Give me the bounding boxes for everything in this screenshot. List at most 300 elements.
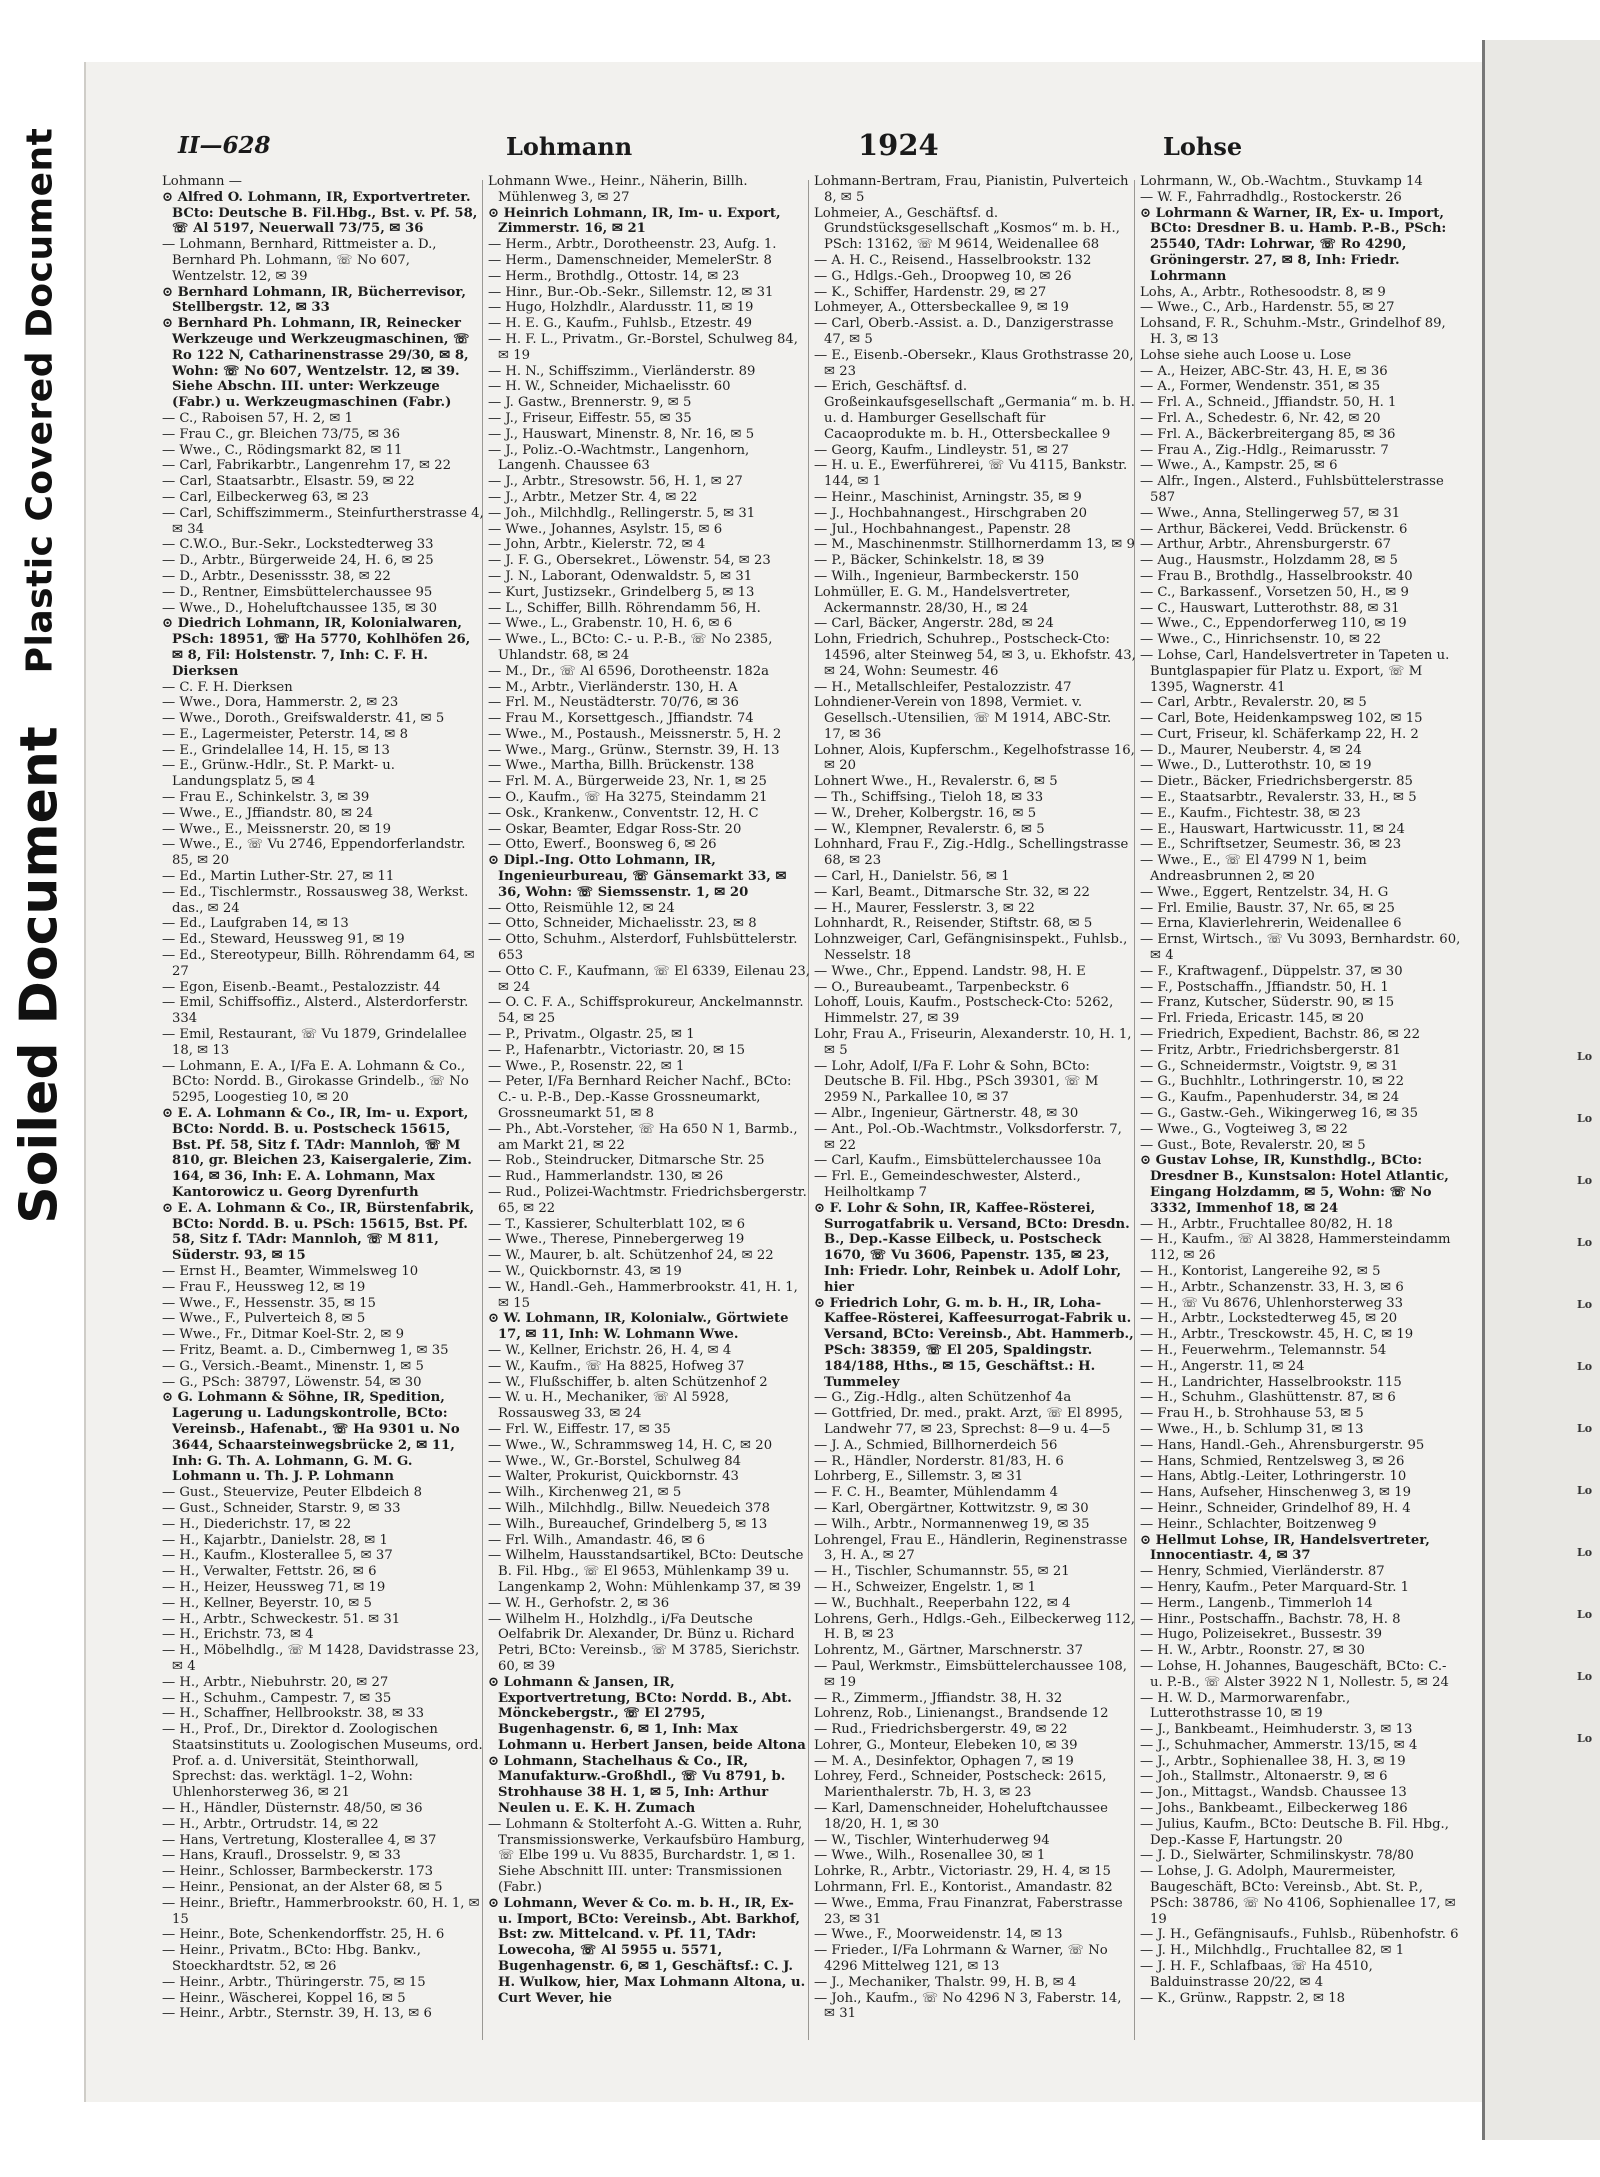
directory-entry: — H., Arbtr., Fruchtallee 80/82, H. 18 [1140,1216,1393,1232]
directory-entry: — H., Schuhm., Glashüttenstr. 87, ✉ 6 [1140,1390,1396,1406]
directory-entry: Lohrens, Gerh., Hdlgs.-Geh., Eilbeckerweg 112, H. B, ✉ 23 [814,1611,1135,1643]
directory-entry: — Frau C., gr. Bleichen 73/75, ✉ 36 [162,426,400,442]
directory-entry: — Wilh., Kirchenweg 21, ✉ 5 [488,1485,682,1501]
directory-entry: — Peter, I/Fa Bernhard Reicher Nachf., BCto: C.- u. P.-B., Dep.-Kasse Grossneumarkt, Grossneumarkt 51, ✉ 8 [488,1074,792,1122]
directory-entry: Lohr, Frau A., Friseurin, Alexanderstr. 10, H. 1, ✉ 5 [814,1027,1132,1058]
directory-entry: — J. H., Gefängnisaufs., Fuhlsb., Rübenhofstr. 6 [1140,1927,1459,1943]
directory-entry: ⊙ Dipl.-Ing. Otto Lohmann, IR, Ingenieurbureau, ☏ Gänsemarkt 33, ✉ 36, Wohn: ☏ Siemssenstr. 1, ✉ 20 [488,853,787,900]
directory-entry: Lohrmann, Frl. E., Kontorist., Amandastr. 82 [814,1880,1113,1896]
directory-entry: — H. F. L., Privatm., Gr.-Borstel, Schulweg 84, ✉ 19 [488,331,798,363]
directory-entry: — Heinr., Privatm., BCto: Hbg. Bankv., Stoeckhardtstr. 52, ✉ 26 [162,1943,421,1975]
directory-entry: — G., Versich.-Beamt., Minenstr. 1, ✉ 5 [162,1358,424,1374]
directory-entry: — M. A., Desinfektor, Ophagen 7, ✉ 19 [814,1753,1074,1769]
directory-entry: — Hans, Handl.-Geh., Ahrensburgerstr. 95 [1140,1437,1425,1453]
directory-entry: — H., Tischler, Schumannstr. 55, ✉ 21 [814,1564,1070,1580]
directory-entry: — Frl. W., Eiffestr. 17, ✉ 35 [488,1421,671,1437]
directory-entry: — W. u. H., Mechaniker, ☏ Al 5928, Rossausweg 33, ✉ 24 [488,1390,730,1422]
directory-entry: — W., Maurer, b. alt. Schützenhof 24, ✉ 22 [488,1248,774,1264]
directory-entry: — Gust., Steuervize, Peuter Elbdeich 8 [162,1485,422,1501]
directory-entry: — H., Arbtr., Schanzenstr. 33, H. 3, ✉ 6 [1140,1279,1404,1295]
directory-entry: Lohnhardt, R., Reisender, Stiftstr. 68, ✉ 5 [814,916,1093,932]
directory-entry: — P., Privatm., Olgastr. 25, ✉ 1 [488,1027,695,1043]
directory-entry: — Ed., Martin Luther-Str. 27, ✉ 11 [162,869,395,885]
directory-entry: — Carl, H., Danielstr. 56, ✉ 1 [814,869,1010,885]
directory-entry: Lohn, Friedrich, Schuhrep., Postscheck-Cto: 14596, alter Steinweg 54, ✉ 3, u. Ekhofstr. 43, ✉ 24, Wohn: Seumestr. 46 [814,632,1136,679]
facing-page-fragment: Lo [1577,1670,1593,1683]
directory-entry: — H., Angerstr. 11, ✉ 24 [1140,1358,1305,1374]
directory-entry: — Wwe., F., Hessenstr. 35, ✉ 15 [162,1295,376,1311]
directory-entry: — Hans, Aufseher, Hinschenweg 3, ✉ 19 [1140,1485,1412,1501]
directory-entry: — Frl. A., Bäckerbreitergang 85, ✉ 36 [1140,426,1396,442]
directory-entry: — Ed., Steward, Heussweg 91, ✉ 19 [162,932,405,948]
directory-entry: — H., Kellner, Beyerstr. 10, ✉ 5 [162,1595,372,1611]
facing-page-fragment: Lo [1577,1174,1593,1187]
directory-entry: — Frl. E., Gemeindeschwester, Alsterd., Heilholtkamp 7 [814,1169,1081,1200]
directory-entry: — Rob., Steindrucker, Ditmarsche Str. 25 [488,1153,765,1169]
directory-entry: — Heinr., Arbtr., Sternstr. 39, H. 13, ✉ 6 [162,2006,432,2022]
directory-column-1 [162,174,484,2054]
directory-entry: — H., Kaufm., ☏ Al 3828, Hammersteindamm 112, ✉ 26 [1140,1232,1451,1264]
directory-entry: ⊙ Heinrich Lohmann, IR, Im- u. Export, Zimmerstr. 16, ✉ 21 [488,205,781,237]
facing-page-fragment: Lo [1577,1236,1593,1249]
directory-entry: — Alfr., Ingen., Alsterd., Fuhlsbüttelerstrasse 587 [1140,474,1444,505]
directory-entry: — Kurt, Justizsekr., Grindelberg 5, ✉ 13 [488,584,755,600]
directory-entry: — H., Metallschleifer, Pestalozzistr. 47 [814,679,1072,695]
facing-page-fragment: Lo [1577,1484,1593,1497]
directory-entry: — C.W.O., Bur.-Sekr., Lockstedterweg 33 [162,537,434,553]
directory-entry: — H., Möbelhdlg., ☏ M 1428, Davidstrasse 23, ✉ 4 [162,1643,480,1674]
directory-entry: Lohnhard, Frau F., Zig.-Hdlg., Schellingstrasse 68, ✉ 23 [814,837,1129,869]
directory-entry: ⊙ Lohmann, Wever & Co. m. b. H., IR, Ex- u. Import, BCto: Vereinsb., Abt. Barkhof, Bst: zw. Mittelcand. v. Pf. 11, TAdr: Lowecoha, ☏ Al 5955 u. 5571, Bugenhagenstr. 6, ✉ 1, Geschäftsf.: C. J. H. Wulkow, hier, Max Lohmann Altona, u. Curt Wever, hie [488,1895,806,2006]
facing-page-fragment: Lo [1577,1546,1593,1559]
directory-entry: — Otto, Ewerf., Boonsweg 6, ✉ 26 [488,837,717,853]
directory-entry: — Carl, Eilbeckerweg 63, ✉ 23 [162,489,369,505]
directory-entry: — Heinr., Bote, Schenkendorffstr. 25, H. 6 [162,1927,445,1943]
directory-entry: — Carl, Oberb.-Assist. a. D., Danzigerstrasse 47, ✉ 5 [814,316,1114,347]
directory-entry: — J., Hauswart, Minenstr. 8, Nr. 16, ✉ 5 [488,426,755,442]
directory-entry: Lohrentz, M., Gärtner, Marschnerstr. 37 [814,1643,1084,1659]
directory-entry: Lohner, Alois, Kupferschm., Kegelhofstrasse 16, ✉ 20 [814,742,1135,774]
directory-entry: — H. W., Schneider, Michaelisstr. 60 [488,379,731,395]
directory-entry: — J., Poliz.-O.-Wachtmstr., Langenhorn, Langenh. Chaussee 63 [488,442,750,474]
directory-entry: — H., Arbtr., Schweckestr. 51. ✉ 31 [162,1611,401,1627]
directory-entry: Lohmann-Bertram, Frau, Pianistin, Pulverteich 8, ✉ 5 [814,174,1129,205]
directory-entry: — O., Bureaubeamt., Tarpenbeckstr. 6 [814,979,1070,995]
directory-entry: — W., Kaufm., ☏ Ha 8825, Hofweg 37 [488,1358,745,1374]
directory-entry: — Lohmann & Stolterfoht A.-G. Witten a. Ruhr, Transmissionswerke, Verkaufsbüro Hamburg, ☏ Elbe 199 u. Vu 8835, Burchardstr. 1, ✉ 1. Siehe Abschnitt III. unter: Transmissionen (Fabr.) [488,1816,806,1896]
directory-entry: — Wwe., H., b. Schlump 31, ✉ 13 [1140,1421,1364,1437]
directory-entry: — Wilh., Bureauchef, Grindelberg 5, ✉ 13 [488,1516,768,1532]
soiled-document-stamp [4,715,76,1235]
directory-entry: — L., Schiffer, Billh. Röhrendamm 56, H. [488,600,761,616]
directory-entry: — Karl, Beamt., Ditmarsche Str. 32, ✉ 22 [814,884,1090,900]
directory-entry: — H., Maurer, Fesslerstr. 3, ✉ 22 [814,900,1035,916]
directory-entry: — J. D., Sielwärter, Schmilinskystr. 78/80 [1140,1848,1414,1864]
directory-entry: — Fritz, Beamt. a. D., Cimbernweg 1, ✉ 35 [162,1342,449,1358]
directory-entry: — J., Bankbeamt., Heimhuderstr. 3, ✉ 13 [1140,1722,1413,1738]
directory-entry: — E., Staatsarbtr., Revalerstr. 33, H., ✉ 5 [1140,790,1417,806]
directory-entry: — Paul, Werkmstr., Eimsbüttelerchaussee 108, ✉ 19 [814,1658,1127,1690]
directory-entry: — Carl, Fabrikarbtr., Langenrehm 17, ✉ 22 [162,458,451,474]
directory-entry: — Wwe., F., Moorweidenstr. 14, ✉ 13 [814,1927,1063,1943]
directory-entry: — Frl. Wilh., Amandastr. 46, ✉ 6 [488,1532,706,1548]
directory-entry: — P., Bäcker, Schinkelstr. 18, ✉ 39 [814,553,1045,569]
directory-entry: — Joh., Milchhdlg., Rellingerstr. 5, ✉ 31 [488,505,756,521]
directory-entry: — E., Kaufm., Fichtestr. 38, ✉ 23 [1140,805,1361,821]
directory-entry: — Gust., Schneider, Starstr. 9, ✉ 33 [162,1500,401,1516]
directory-entry: — Herm., Arbtr., Dorotheenstr. 23, Aufg. 1. [488,237,777,253]
directory-entry: — Carl, Bäcker, Angerstr. 28d, ✉ 24 [814,616,1054,632]
directory-entry: — Frau E., Schinkelstr. 3, ✉ 39 [162,790,370,806]
directory-entry: Lohmeier, A., Geschäftsf. d. Grundstücksgesellschaft „Kosmos“ m. b. H., PSch: 13162, ☏ M 9614, Weidenallee 68 [814,205,1120,253]
directory-entry: — Carl, Arbtr., Revalerstr. 20, ✉ 5 [1140,695,1367,711]
right-catchword: Lohse [1163,132,1243,161]
directory-entry: — W., Buchhalt., Reeperbahn 122, ✉ 4 [814,1595,1071,1611]
directory-entry: — W. F., Fahrradhdlg., Rostockerstr. 26 [1140,189,1402,205]
directory-entry: — H., Schaffner, Hellbrookstr. 38, ✉ 33 [162,1706,424,1722]
directory-entry: Lohrengel, Frau E., Händlerin, Reginenstrasse 3, H. A., ✉ 27 [814,1532,1128,1564]
directory-entry: — Ph., Abt.-Vorsteher, ☏ Ha 650 N 1, Barmb., am Markt 21, ✉ 22 [488,1121,798,1153]
directory-entry: — Jon., Mittagst., Wandsb. Chaussee 13 [1140,1785,1407,1801]
directory-entry: — C., Raboisen 57, H. 2, ✉ 1 [162,410,353,426]
directory-entry: — Wwe., E., Meissnerstr. 20, ✉ 19 [162,821,391,837]
directory-entry: — Wwe., F., Pulverteich 8, ✉ 5 [162,1311,366,1327]
directory-entry: — J. F. G., Obersekret., Löwenstr. 54, ✉ 23 [488,553,771,569]
directory-entry: — Frau B., Brothdlg., Hasselbrookstr. 40 [1140,568,1413,584]
directory-entry: — H., Arbtr., Tresckowstr. 45, H. C, ✉ 19 [1140,1327,1414,1343]
directory-entry: — Frau A., Zig.-Hdlg., Reimarusstr. 7 [1140,442,1389,458]
directory-entry: Lohrenz, Rob., Linienangst., Brandsende 12 [814,1706,1109,1722]
facing-page-fragment: Lo [1577,1732,1593,1745]
directory-entry: Lohmüller, E. G. M., Handelsvertreter, Ackermannstr. 28/30, H., ✉ 24 [814,584,1071,616]
directory-entry: — Frl. M. A., Bürgerweide 23, Nr. 1, ✉ 25 [488,774,767,790]
directory-entry: — Emil, Schiffsoffiz., Alsterd., Alsterdorferstr. 334 [162,995,469,1027]
directory-entry: — C. F. H. Dierksen [162,679,293,695]
directory-entry: Lohmann — [162,174,242,189]
directory-entry: — Hugo, Polizeisekret., Bussestr. 39 [1140,1627,1382,1643]
directory-entry: — Heinr., Wäscherei, Koppel 16, ✉ 5 [162,1990,406,2006]
directory-entry: Lohmann Wwe., Heinr., Näherin, Billh. Mühlenweg 3, ✉ 27 [488,174,748,205]
directory-entry: — H., Prof., Dr., Direktor d. Zoologischen Staatsinstituts u. Zoologischen Museums, ord. Prof. a. d. Universität, Steinthorwall, Sprechst: das. werktägl. 1–2, Wohn: Uhlenhorsterweg 36, ✉ 21 [162,1722,483,1801]
directory-entry: — Rud., Friedrichsbergerstr. 49, ✉ 22 [814,1722,1068,1738]
directory-entry: — Heinr., Brieftr., Hammerbrookstr. 60, H. 1, ✉ 15 [162,1895,480,1927]
directory-entry: — Arthur, Arbtr., Ahrensburgerstr. 67 [1140,537,1391,553]
directory-entry: — H., Diederichstr. 17, ✉ 22 [162,1516,352,1532]
directory-entry: — J., Arbtr., Sophienallee 38, H. 3, ✉ 19 [1140,1753,1406,1769]
directory-entry: — Wilh., Arbtr., Normannenweg 19, ✉ 35 [814,1516,1090,1532]
adjacent-page-edge [1482,40,1600,2140]
directory-entry: — H., Kaufm., Klosterallee 5, ✉ 37 [162,1548,393,1564]
directory-entry: — Lohmann, Bernhard, Rittmeister a. D., Bernhard Ph. Lohmann, ☏ No 607, Wentzelstr. 12, ✉ 39 [162,237,437,284]
directory-entry: — Wwe., Fr., Ditmar Koel-Str. 2, ✉ 9 [162,1327,405,1343]
directory-entry: ⊙ Hellmut Lohse, IR, Handelsvertreter, Innocentiastr. 4, ✉ 37 [1140,1532,1430,1564]
directory-entry: — W., Flußschiffer, b. alten Schützenhof 2 [488,1374,768,1390]
directory-entry: — Franz, Kutscher, Süderstr. 90, ✉ 15 [1140,995,1395,1011]
directory-entry: — M., Dr., ☏ Al 6596, Dorotheenstr. 182a [488,663,770,679]
directory-entry: — Curt, Friseur, kl. Schäferkamp 22, H. 2 [1140,726,1419,742]
directory-column-4 [1140,174,1462,2054]
directory-entry: — E., Grindelallee 14, H. 15, ✉ 13 [162,742,390,758]
directory-entry: — Erich, Geschäftsf. d. Großeinkaufsgesellschaft „Germania“ m. b. H. u. d. Hamburger Gesellschaft für Cacaoprodukte m. b. H., Ottersbeckallee 9 [814,379,1135,442]
directory-entry: Lohrer, G., Monteur, Elebeken 10, ✉ 39 [814,1737,1078,1753]
directory-entry: — Julius, Kaufm., BCto: Deutsche B. Fil. Hbg., Dep.-Kasse F, Hartungstr. 20 [1140,1816,1449,1848]
directory-entry: — R., Händler, Norderstr. 81/83, H. 6 [814,1453,1064,1469]
directory-entry: — J., Mechaniker, Thalstr. 99, H. B, ✉ 4 [814,1974,1077,1990]
directory-entry: — Wilhelm H., Holzhdlg., i/Fa Deutsche Oelfabrik Dr. Alexander, Dr. Bünz u. Richard Petri, BCto: Vereinsb., ☏ M 3785, Sierichstr. 60, ✉ 39 [488,1611,800,1674]
directory-entry: — H. W., Arbtr., Roonstr. 27, ✉ 30 [1140,1643,1365,1659]
directory-entry: — Hans, Vertretung, Klosterallee 4, ✉ 37 [162,1832,437,1848]
directory-entry: — Carl, Schiffszimmerm., Steinfurtherstrasse 4, ✉ 34 [162,505,484,537]
directory-entry: — G., Hdlgs.-Geh., Droopweg 10, ✉ 26 [814,268,1072,284]
directory-entry: — Carl, Kaufm., Eimsbüttelerchaussee 10a [814,1153,1102,1169]
directory-entry: — Wwe., W., Gr.-Borstel, Schulweg 84 [488,1453,741,1469]
directory-entry: — Frl. A., Schneid., Jffiandstr. 50, H. 1 [1140,395,1397,411]
directory-entry: — Johs., Bankbeamt., Eilbeckerweg 186 [1140,1801,1408,1817]
directory-entry: — Wwe., C., Rödingsmarkt 82, ✉ 11 [162,442,403,458]
directory-entry: — Carl, Bote, Heidenkampsweg 102, ✉ 15 [1140,711,1423,727]
directory-entry: — G., Kaufm., Papenhuderstr. 34, ✉ 24 [1140,1090,1400,1106]
directory-entry: — Wwe., Therese, Pinnebergerweg 19 [488,1232,745,1248]
left-catchword: Lohmann [506,132,633,161]
soiled-document-label: Soiled Document [10,726,71,1224]
directory-entry: — Wwe., W., Schrammsweg 14, H. C, ✉ 20 [488,1437,773,1453]
plastic-covered-stamp [4,120,76,680]
directory-entry: ⊙ Lohrmann & Warner, IR, Ex- u. Import, BCto: Dresdner B. u. Hamb. P.-B., PSch: 25540, TAdr: Lohrwar, ☏ Ro 4290, Gröningerstr. 27, ✉ 8, Inh: Friedr. Lohrmann [1140,205,1447,284]
directory-entry: Lohrey, Ferd., Schneider, Postscheck: 2615, Marienthalerstr. 7b, H. 3, ✉ 23 [814,1769,1107,1801]
directory-entry: — Albr., Ingenieur, Gärtnerstr. 48, ✉ 30 [814,1106,1079,1122]
directory-entry: — Hinr., Bur.-Ob.-Sekr., Sillemstr. 12, ✉ 31 [488,284,774,300]
directory-entry: ⊙ Friedrich Lohr, G. m. b. H., IR, Loha-Kaffee-Rösterei, Kaffeesurrogat-Fabrik u. Versand, BCto: Vereinsb., Abt. Hammerb., PSch: 38359, ☏ El 205, Spaldingstr. 184/188, Hths., ✉ 15, Geschäftst.: H. Tummeley [814,1295,1134,1390]
directory-entry: ⊙ Gustav Lohse, IR, Kunsthdlg., BCto: Dresdner B., Kunstsalon: Hotel Atlantic, Eingang Holzdamm, ✉ 5, Wohn: ☏ No 3332, Immenhof 18, ✉ 24 [1140,1153,1449,1216]
directory-entry: — A., Former, Wendenstr. 351, ✉ 35 [1140,379,1381,395]
directory-entry: — Wilh., Milchhdlg., Billw. Neuedeich 378 [488,1500,770,1516]
directory-entry: — K., Schiffer, Hardenstr. 29, ✉ 27 [814,284,1047,300]
directory-entry: — J., Friseur, Eiffestr. 55, ✉ 35 [488,410,692,426]
directory-entry: — Ernst, Wirtsch., ☏ Vu 3093, Bernhardstr. 60, ✉ 4 [1140,932,1461,964]
directory-entry: — D., Arbtr., Desenissstr. 38, ✉ 22 [162,568,391,584]
directory-entry: — G., PSch: 38797, Löwenstr. 54, ✉ 30 [162,1374,422,1390]
directory-entry: — Wwe., L., BCto: C.- u. P.-B., ☏ No 2385, Uhlandstr. 68, ✉ 24 [488,632,773,663]
directory-entry: — Heinr., Pensionat, an der Alster 68, ✉ 5 [162,1880,443,1896]
directory-entry: — T., Kassierer, Schulterblatt 102, ✉ 6 [488,1216,745,1232]
directory-entry: Lohnzweiger, Carl, Gefängnisinspekt., Fuhlsb., Nesselstr. 18 [814,932,1128,964]
directory-entry: — C., Barkassenf., Vorsetzen 50, H., ✉ 9 [1140,584,1409,600]
directory-entry: — P., Hafenarbtr., Victoriastr. 20, ✉ 15 [488,1042,746,1058]
directory-entry: — Gust., Bote, Revalerstr. 20, ✉ 5 [1140,1137,1366,1153]
directory-entry: — H., Händler, Düsternstr. 48/50, ✉ 36 [162,1801,423,1817]
directory-entry: — Wwe., Dora, Hammerstr. 2, ✉ 23 [162,695,399,711]
directory-entry: — F., Kraftwagenf., Düppelstr. 37, ✉ 30 [1140,963,1403,979]
directory-entry: — Wwe., P., Rosenstr. 22, ✉ 1 [488,1058,685,1074]
directory-entry: — H. u. E., Ewerführerei, ☏ Vu 4115, Bankstr. 144, ✉ 1 [814,458,1128,490]
directory-entry: — Frl. M., Neustädterstr. 70/76, ✉ 36 [488,695,739,711]
directory-page [84,62,1482,2102]
directory-entry: — Th., Schiffsing., Tieloh 18, ✉ 33 [814,790,1044,806]
directory-entry: — Wwe., A., Kampstr. 25, ✉ 6 [1140,458,1338,474]
directory-entry: — Ed., Tischlermstr., Rossausweg 38, Werkst. das., ✉ 24 [162,884,469,916]
directory-entry: — G., Gastw.-Geh., Wikingerweg 16, ✉ 35 [1140,1106,1418,1122]
directory-entry: — H., Schuhm., Campestr. 7, ✉ 35 [162,1690,392,1706]
directory-entry: — E., Lagermeister, Peterstr. 14, ✉ 8 [162,726,408,742]
directory-entry: — J., Arbtr., Stresowstr. 56, H. 1, ✉ 27 [488,474,743,490]
facing-page-fragment: Lo [1577,1422,1593,1435]
directory-entry: — D., Rentner, Eimsbüttelerchaussee 95 [162,584,433,600]
directory-entry: — H., Arbtr., Ortrudstr. 14, ✉ 22 [162,1816,379,1832]
directory-entry: — Osk., Krankenw., Conventstr. 12, H. C [488,805,759,821]
directory-entry: — Wwe., Chr., Eppend. Landstr. 98, H. E [814,963,1086,979]
directory-entry: — Hans, Kraufl., Drosselstr. 9, ✉ 33 [162,1848,401,1864]
year-heading: 1924 [858,128,939,162]
directory-column-2 [488,174,810,2054]
directory-entry: — Karl, Obergärtner, Kottwitzstr. 9, ✉ 30 [814,1500,1089,1516]
facing-page-fragment: Lo [1577,1608,1593,1621]
directory-entry: Lohmeyer, A., Ottersbeckallee 9, ✉ 19 [814,300,1069,316]
directory-entry: — J., Arbtr., Metzer Str. 4, ✉ 22 [488,489,698,505]
directory-entry: — Lohse, J. G. Adolph, Maurermeister, Baugeschäft, BCto: Vereinsb., Abt. St. P., PSch: 38786, ☏ No 4106, Sophienallee 17, ✉ 19 [1140,1864,1456,1927]
directory-entry: — W., Handl.-Geh., Hammerbrookstr. 41, H. 1, ✉ 15 [488,1279,798,1311]
directory-entry: — A., Heizer, ABC-Str. 43, H. E, ✉ 36 [1140,363,1388,379]
directory-entry: ⊙ Lohmann, Stachelhaus & Co., IR, Manufakturw.-Großhdl., ☏ Vu 8791, b. Strohhause 38 H. 1, ✉ 5, Inh: Arthur Neulen u. E. K. H. Zumach [488,1753,786,1817]
directory-entry: — H., Kajarbtr., Danielstr. 28, ✉ 1 [162,1532,388,1548]
directory-entry: — Wwe., Doroth., Greifswalderstr. 41, ✉ 5 [162,711,445,727]
directory-entry: — Heinr., Schlachter, Boitzenweg 9 [1140,1516,1377,1532]
directory-entry: — Hugo, Holzhdlr., Alardusstr. 11, ✉ 19 [488,300,754,316]
directory-entry: — Ed., Stereotypeur, Billh. Röhrendamm 64, ✉ 27 [162,948,475,979]
directory-entry: — Ernst H., Beamter, Wimmelsweg 10 [162,1263,419,1279]
directory-entry: Lohnert Wwe., H., Revalerstr. 6, ✉ 5 [814,774,1058,790]
directory-entry: — Karl, Damenschneider, Hoheluftchaussee 18/20, H. 1, ✉ 30 [814,1801,1108,1832]
facing-page-fragment: Lo [1577,1050,1593,1063]
directory-entry: — K., Grünw., Rappstr. 2, ✉ 18 [1140,1990,1346,2006]
directory-entry: — H., Arbtr., Niebuhrstr. 20, ✉ 27 [162,1674,389,1690]
directory-entry: — W., Dreher, Kolbergstr. 16, ✉ 5 [814,805,1037,821]
directory-entry: ⊙ Bernhard Ph. Lohmann, IR, Reinecker Werkzeuge und Werkzeugmaschinen, ☏ Ro 122 N, Catharinenstrasse 29/30, ✉ 8, Wohn: ☏ No 607, Wentzelstr. 12, ✉ 39. Siehe Abschn. III. unter: Werkzeuge (Fabr.) u. Werkzeugmaschinen (Fabr.) [162,316,470,411]
directory-entry: — Fritz, Arbtr., Friedrichsbergerstr. 81 [1140,1042,1401,1058]
directory-entry: — John, Arbtr., Kielerstr. 72, ✉ 4 [488,537,706,553]
directory-entry: — Egon, Eisenb.-Beamt., Pestalozzistr. 44 [162,979,441,995]
directory-entry: — G., Buchhltr., Lothringerstr. 10, ✉ 22 [1140,1074,1405,1090]
page-header [178,122,1478,172]
directory-entry: — E., Schriftsetzer, Seumestr. 36, ✉ 23 [1140,837,1402,853]
directory-entry: — Wwe., L., Grabenstr. 10, H. 6, ✉ 6 [488,616,733,632]
directory-entry: — Wwe., Eggert, Rentzelstr. 34, H. G [1140,884,1389,900]
directory-entry: — Wwe., Emma, Frau Finanzrat, Faberstrasse 23, ✉ 31 [814,1895,1123,1927]
directory-entry: — W., Tischler, Winterhuderweg 94 [814,1832,1050,1848]
directory-entry: — H., Arbtr., Lockstedterweg 45, ✉ 20 [1140,1311,1398,1327]
facing-page-fragment: Lo [1577,1360,1593,1373]
directory-entry: — Frau F., Heussweg 12, ✉ 19 [162,1279,366,1295]
directory-entry: ⊙ Lohmann & Jansen, IR, Exportvertretung, BCto: Nordd. B., Abt. Mönckebergstr., ☏ El 2795, Bugenhagenstr. 6, ✉ 1, Inh: Max Lohmann u. Herbert Jansen, beide Altona [488,1674,806,1753]
directory-entry: — Dietr., Bäcker, Friedrichsbergerstr. 85 [1140,774,1413,790]
directory-entry: — J. H. F., Schlafbaas, ☏ Ha 4510, Balduinstrasse 20/22, ✉ 4 [1140,1959,1373,1990]
directory-entry: — Wwe., Anna, Stellingerweg 57, ✉ 31 [1140,505,1401,521]
directory-entry: — Wwe., C., Arb., Hardenstr. 55, ✉ 27 [1140,300,1395,316]
directory-entry: ⊙ Alfred O. Lohmann, IR, Exportvertreter. BCto: Deutsche B. Fil.Hbg., Bst. v. Pf. 58, ☏ Al 5197, Neuerwall 73/75, ✉ 36 [162,189,478,237]
directory-entry: — C., Hauswart, Lutterothstr. 88, ✉ 31 [1140,600,1400,616]
directory-entry: — E., Grünw.-Hdlr., St. P. Markt- u. Landungsplatz 5, ✉ 4 [162,758,395,790]
directory-entry: ⊙ E. A. Lohmann & Co., IR, Bürstenfabrik, BCto: Nordd. B. u. PSch: 15615, Bst. Pf. 58, Sitz f. TAdr: Mannloh, ☏ M 811, Süderstr. 93, ✉ 15 [162,1200,475,1264]
directory-entry: — J. Gastw., Brennerstr. 9, ✉ 5 [488,395,692,411]
facing-page-fragment: Lo [1577,1112,1593,1125]
directory-entry: — H., Heizer, Heussweg 71, ✉ 19 [162,1579,386,1595]
directory-entry: — Hans, Abtlg.-Leiter, Lothringerstr. 10 [1140,1469,1407,1485]
directory-entry: — Frieder., I/Fa Lohrmann & Warner, ☏ No 4296 Mittelweg 121, ✉ 13 [814,1943,1108,1975]
directory-entry: — H., Erichstr. 73, ✉ 4 [162,1627,314,1643]
directory-entry: — Henry, Kaufm., Peter Marquard-Str. 1 [1140,1579,1410,1595]
directory-entry: — E., Hauswart, Hartwicusstr. 11, ✉ 24 [1140,821,1405,837]
directory-entry: — M., Arbtr., Vierländerstr. 130, H. A [488,679,738,695]
directory-entry: Lohs, A., Arbtr., Rothesoodstr. 8, ✉ 9 [1140,284,1386,300]
facing-page-fragment: Lo [1577,1298,1593,1311]
directory-entry: — Wilhelm, Hausstandsartikel, BCto: Deutsche B. Fil. Hbg., ☏ El 9653, Mühlenkamp 39 u. Langenkamp 2, Wohn: Mühlenkamp 37, ✉ 39 [488,1548,804,1595]
directory-entry: — J. H., Milchhdlg., Fruchtallee 82, ✉ 1 [1140,1943,1405,1959]
directory-entry: — Herm., Brothdlg., Ottostr. 14, ✉ 23 [488,268,740,284]
directory-entry: — Walter, Prokurist, Quickbornstr. 43 [488,1469,739,1485]
directory-entry: — Wwe., Martha, Billh. Brückenstr. 138 [488,758,755,774]
directory-entry: — Heinr., Arbtr., Thüringerstr. 75, ✉ 15 [162,1974,426,1990]
directory-entry: — R., Zimmerm., Jffiandstr. 38, H. 32 [814,1690,1063,1706]
directory-entry: ⊙ F. Lohr & Sohn, IR, Kaffee-Rösterei, Surrogatfabrik u. Versand, BCto: Dresdn. B., Dep.-Kasse Eilbeck, u. Postscheck 1670, ☏ Vu 3606, Papenstr. 135, ✉ 23, Inh: Friedr. Lohr, Reinbek u. Adolf Lohr, hier [814,1200,1130,1295]
directory-entry: — J., Schuhmacher, Ammerstr. 13/15, ✉ 4 [1140,1737,1418,1753]
directory-entry: — F. C. H., Beamter, Mühlendamm 4 [814,1485,1059,1501]
directory-entry: — Erna, Klavierlehrerin, Weidenallee 6 [1140,916,1402,932]
directory-entry: — Heinr., Schlosser, Barmbeckerstr. 173 [162,1864,434,1880]
plastic-covered-label: Plastic Covered Document [19,127,61,673]
directory-entry: — Rud., Polizei-Wachtmstr. Friedrichsbergerstr. 65, ✉ 22 [488,1185,807,1216]
directory-entry: — W., Quickbornstr. 43, ✉ 19 [488,1263,682,1279]
directory-entry: — J. A., Schmied, Billhornerdeich 56 [814,1437,1058,1453]
directory-entry: — W. H., Gerhofstr. 2, ✉ 36 [488,1595,670,1611]
directory-entry: — Oskar, Beamter, Edgar Ross-Str. 20 [488,821,742,837]
directory-entry: — Arthur, Bäckerei, Vedd. Brückenstr. 6 [1140,521,1408,537]
directory-entry: — W., Klempner, Revalerstr. 6, ✉ 5 [814,821,1045,837]
directory-entry: ⊙ E. A. Lohmann & Co., IR, Im- u. Export, BCto: Nordd. B. u. Postscheck 15615, Bst. Pf. 58, Sitz f. TAdr: Mannloh, ☏ M 810, gr. Bleichen 23, Kaisergalerie, Zim. 164, ✉ 36, Inh: E. A. Lohmann, Max Kantorowicz u. Georg Dyrenfurth [162,1106,472,1200]
directory-entry: — Otto C. F., Kaufmann, ☏ El 6339, Eilenau 23, ✉ 24 [488,963,810,995]
directory-entry: — Wwe., D., Lutterothstr. 10, ✉ 19 [1140,758,1372,774]
directory-entry: — Wwe., D., Hoheluftchaussee 135, ✉ 30 [162,600,438,616]
directory-entry: — H., Feuerwehrm., Telemannstr. 54 [1140,1342,1387,1358]
directory-entry: — Jul., Hochbahnangest., Papenstr. 28 [814,521,1071,537]
directory-entry: Lohsand, F. R., Schuhm.-Mstr., Grindelhof 89, H. 3, ✉ 13 [1140,316,1446,347]
directory-entry: — O. C. F. A., Schiffsprokureur, Anckelmannstr. 54, ✉ 25 [488,995,804,1027]
directory-entry: — Heinr., Maschinist, Arningstr. 35, ✉ 9 [814,489,1082,505]
directory-entry: — Henry, Schmied, Vierländerstr. 87 [1140,1564,1385,1580]
directory-entry: — H., Verwalter, Fettstr. 26, ✉ 6 [162,1564,377,1580]
directory-entry: — H. E. G., Kaufm., Fuhlsb., Etzestr. 49 [488,316,752,332]
directory-entry: — Frau H., b. Strohhause 53, ✉ 5 [1140,1406,1364,1422]
directory-entry: ⊙ W. Lohmann, IR, Kolonialw., Görtwiete 17, ✉ 11, Inh: W. Lohmann Wwe. [488,1311,789,1343]
directory-entry: — Wwe., E., ☏ Vu 2746, Eppendorferlandstr. 85, ✉ 20 [162,837,466,869]
directory-entry: — Ed., Laufgraben 14, ✉ 13 [162,916,349,932]
directory-entry: — Frl. Frieda, Ericastr. 145, ✉ 20 [1140,1011,1364,1027]
directory-entry: — A. H. C., Reisend., Hasselbrookstr. 132 [814,252,1092,268]
directory-entry: — W., Kellner, Erichstr. 26, H. 4, ✉ 4 [488,1342,732,1358]
directory-entry: — E., Eisenb.-Obersekr., Klaus Grothstrasse 20, ✉ 23 [814,347,1134,379]
directory-entry: — Wwe., M., Postaush., Meissnerstr. 5, H. 2 [488,726,782,742]
directory-entry: — H., ☏ Vu 8676, Uhlenhorsterweg 33 [1140,1295,1403,1311]
directory-entry: — Wwe., E., ☏ El 4799 N 1, beim Andreasbrunnen 2, ✉ 20 [1140,853,1367,885]
directory-entry: — Wwe., G., Vogteiweg 3, ✉ 22 [1140,1121,1348,1137]
directory-entry: — Wwe., C., Eppendorferweg 110, ✉ 19 [1140,616,1407,632]
directory-entry: — Wwe., Marg., Grünw., Sternstr. 39, H. 13 [488,742,780,758]
directory-entry: — H., Landrichter, Hasselbrookstr. 115 [1140,1374,1402,1390]
directory-entry: — Wwe., E., Jffiandstr. 80, ✉ 24 [162,805,373,821]
directory-entry: — Hans, Schmied, Rentzelsweg 3, ✉ 26 [1140,1453,1405,1469]
directory-entry: Lohrmann, W., Ob.-Wachtm., Stuvkamp 14 [1140,174,1423,189]
directory-entry: — F., Postschaffn., Jffiandstr. 50, H. 1 [1140,979,1389,995]
directory-entry: — Frl. A., Schedestr. 6, Nr. 42, ✉ 20 [1140,410,1381,426]
directory-entry: — O., Kaufm., ☏ Ha 3275, Steindamm 21 [488,790,768,806]
